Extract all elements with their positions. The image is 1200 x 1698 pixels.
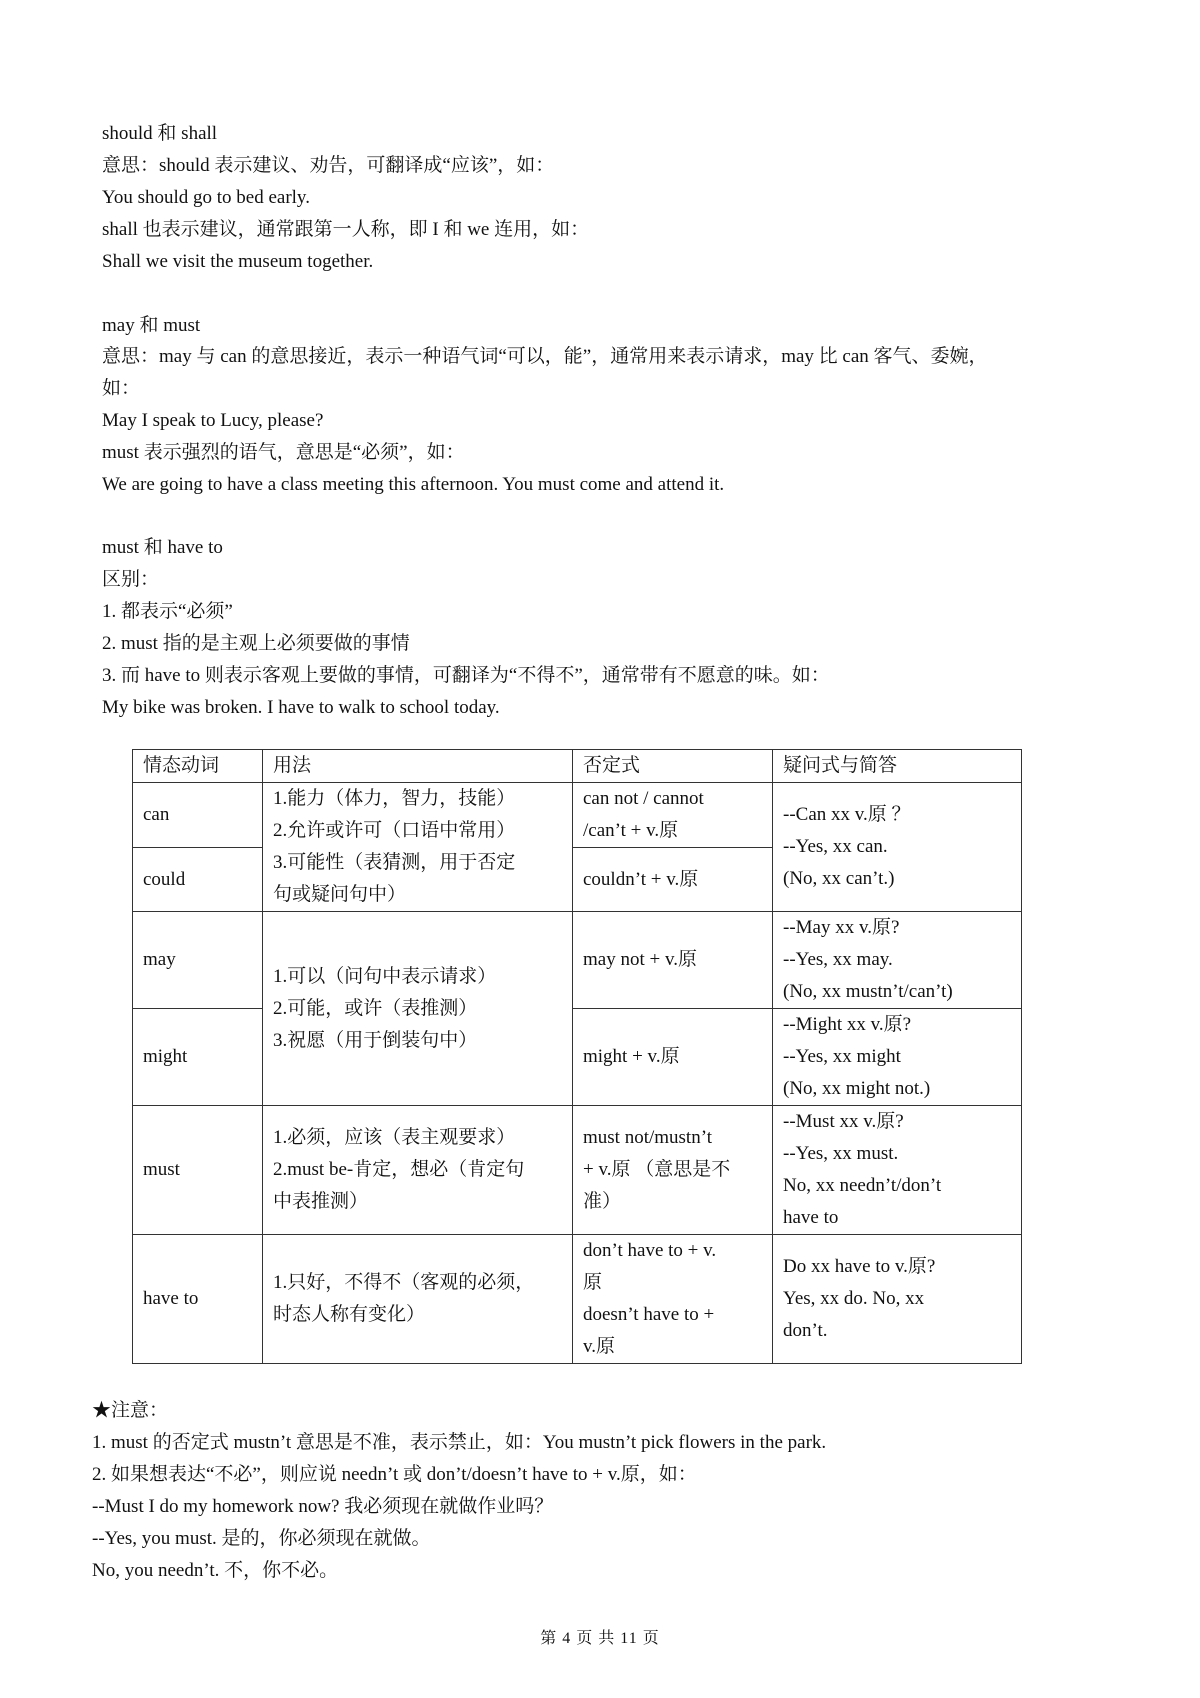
cell-line: No, xx needn’t/don’t <box>783 1175 942 1196</box>
modal-cell: could <box>133 848 263 912</box>
cell-line: --Must xx v.原? <box>783 1111 904 1132</box>
question-cell <box>773 783 1022 912</box>
cell-line: --Might xx v.原? <box>783 1014 912 1035</box>
cell-line: (No, xx can’t.) <box>783 868 895 889</box>
cell-line: 原 <box>583 1272 603 1293</box>
cell-line: can not / cannot <box>583 788 704 809</box>
note-line: --Yes, you must. 是的，你必须现在就做。 <box>92 1528 431 1549</box>
cell-line: --Yes, xx may. <box>783 949 893 970</box>
cell-line: 2.可能，或许（表推测） <box>273 997 478 1019</box>
example-line: We are going to have a class meeting this afternoon. You must come and attend it. <box>102 474 725 495</box>
cell-line: don’t have to + v. <box>583 1240 717 1261</box>
cell-line: /can’t + v.原 <box>583 820 679 841</box>
usage-cell <box>263 783 573 912</box>
negative-cell <box>573 783 773 848</box>
cell-line: 3.祝愿（用于倒装句中） <box>273 1029 478 1051</box>
text-line: must 表示强烈的语气，意思是“必须”，如： <box>102 442 465 463</box>
note-line: --Must I do my homework now? 我必须现在就做作业吗？ <box>92 1496 554 1517</box>
table-row <box>133 783 1022 848</box>
text-line: shall 也表示建议，通常跟第一人称，即 I 和 we 连用，如： <box>102 219 590 240</box>
heading-must-have-to: must 和 have to <box>102 537 223 558</box>
page-number: 第 4 页 共 11 页 <box>540 1630 660 1647</box>
cell-line: have to <box>783 1207 839 1228</box>
heading-may-must: may 和 must <box>102 315 201 336</box>
negative-cell <box>573 1235 773 1364</box>
cell-line: 2.允许或许可（口语中常用） <box>273 820 516 841</box>
cell-line: 1.能力（体力，智力，技能） <box>273 788 516 809</box>
question-cell <box>773 1235 1022 1364</box>
question-cell <box>773 1009 1022 1106</box>
modal-verbs-table <box>132 749 1022 1364</box>
heading-should-shall: should 和 shall <box>102 123 218 144</box>
cell-line: couldn’t + v.原 <box>583 868 699 890</box>
note-heading: ★注意： <box>92 1400 169 1421</box>
modal-cell: must <box>133 1106 263 1235</box>
text-line: 意思：may 与 can 的意思接近，表示一种语气词“可以，能”，通常用来表示请求，may 比 can 客气、委婉， <box>102 346 988 367</box>
text-line: 3. 而 have to 则表示客观上要做的事情，可翻译为“不得不”，通常带有不愿意的味。如： <box>102 665 830 686</box>
cell-line: 3.可能性（表猜测，用于否定 <box>273 852 516 873</box>
cell-line: 中表推测） <box>273 1191 369 1212</box>
question-cell <box>773 912 1022 1009</box>
cell-line: 2.must be-肯定，想必（肯定句 <box>273 1159 525 1180</box>
question-cell <box>773 1106 1022 1235</box>
table-header: 疑问式与简答 <box>773 750 1022 783</box>
cell-line: Yes, xx do. No, xx <box>783 1288 925 1309</box>
cell-line: 准） <box>583 1191 622 1212</box>
cell-line: 1.可以（问句中表示请求） <box>273 965 497 987</box>
table-row <box>133 1106 1022 1235</box>
negative-cell <box>573 1106 773 1235</box>
table-row <box>133 1235 1022 1364</box>
cell-line: 句或疑问句中） <box>273 884 407 905</box>
table-row <box>133 912 1022 1009</box>
cell-line: (No, xx mustn’t/can’t) <box>783 981 953 1002</box>
usage-cell <box>263 912 573 1106</box>
cell-line: must not/mustn’t <box>583 1127 712 1148</box>
cell-line: 时态人称有变化） <box>273 1304 426 1325</box>
cell-line: --Yes, xx must. <box>783 1143 899 1164</box>
cell-line: v.原 <box>583 1336 616 1357</box>
text-line: 意思：should 表示建议、劝告，可翻译成“应该”，如： <box>102 155 555 176</box>
text-line: 区别： <box>102 569 160 590</box>
example-line: My bike was broken. I have to walk to school today. <box>102 697 500 718</box>
table-header-row <box>133 750 1022 783</box>
cell-line: (No, xx might not.) <box>783 1078 931 1099</box>
cell-line: --Yes, xx can. <box>783 836 888 857</box>
negative-cell <box>573 848 773 912</box>
example-line: You should go to bed early. <box>102 187 310 208</box>
cell-line: might + v.原 <box>583 1046 680 1067</box>
text-line: 1. 都表示“必须” <box>102 601 233 622</box>
table-header: 情态动词 <box>133 750 263 783</box>
usage-cell <box>263 1235 573 1364</box>
note-line: 2. 如果想表达“不必”，则应说 needn’t 或 don’t/doesn’t have to + v.原，如： <box>92 1464 697 1485</box>
example-line: May I speak to Lucy, please? <box>102 410 324 431</box>
modal-cell: can <box>133 783 263 848</box>
text-line: 如： <box>102 378 141 399</box>
cell-line: 1.必须，应该（表主观要求） <box>273 1127 516 1148</box>
cell-line: doesn’t have to + <box>583 1304 715 1325</box>
cell-line: + v.原 （意思是不 <box>583 1159 731 1180</box>
cell-line: Do xx have to v.原? <box>783 1256 936 1277</box>
negative-cell <box>573 912 773 1009</box>
modal-cell: have to <box>133 1235 263 1364</box>
usage-cell <box>263 1106 573 1235</box>
modal-cell: may <box>133 912 263 1009</box>
table-header: 用法 <box>263 750 573 783</box>
cell-line: don’t. <box>783 1320 828 1341</box>
modal-cell: might <box>133 1009 263 1106</box>
negative-cell <box>573 1009 773 1106</box>
cell-line: 1.只好，不得不（客观的必须， <box>273 1272 535 1293</box>
cell-line: --May xx v.原? <box>783 917 900 938</box>
example-line: Shall we visit the museum together. <box>102 251 374 272</box>
note-line: No, you needn’t. 不，你不必。 <box>92 1560 339 1581</box>
cell-line: --Yes, xx might <box>783 1046 901 1067</box>
cell-line: --Can xx v.原 ？ <box>783 804 911 825</box>
table-header: 否定式 <box>573 750 773 783</box>
text-line: 2. must 指的是主观上必须要做的事情 <box>102 633 410 654</box>
cell-line: may not + v.原 <box>583 949 697 970</box>
note-line: 1. must 的否定式 mustn’t 意思是不准，表示禁止，如：You mustn’t pick flowers in the park. <box>92 1432 827 1453</box>
